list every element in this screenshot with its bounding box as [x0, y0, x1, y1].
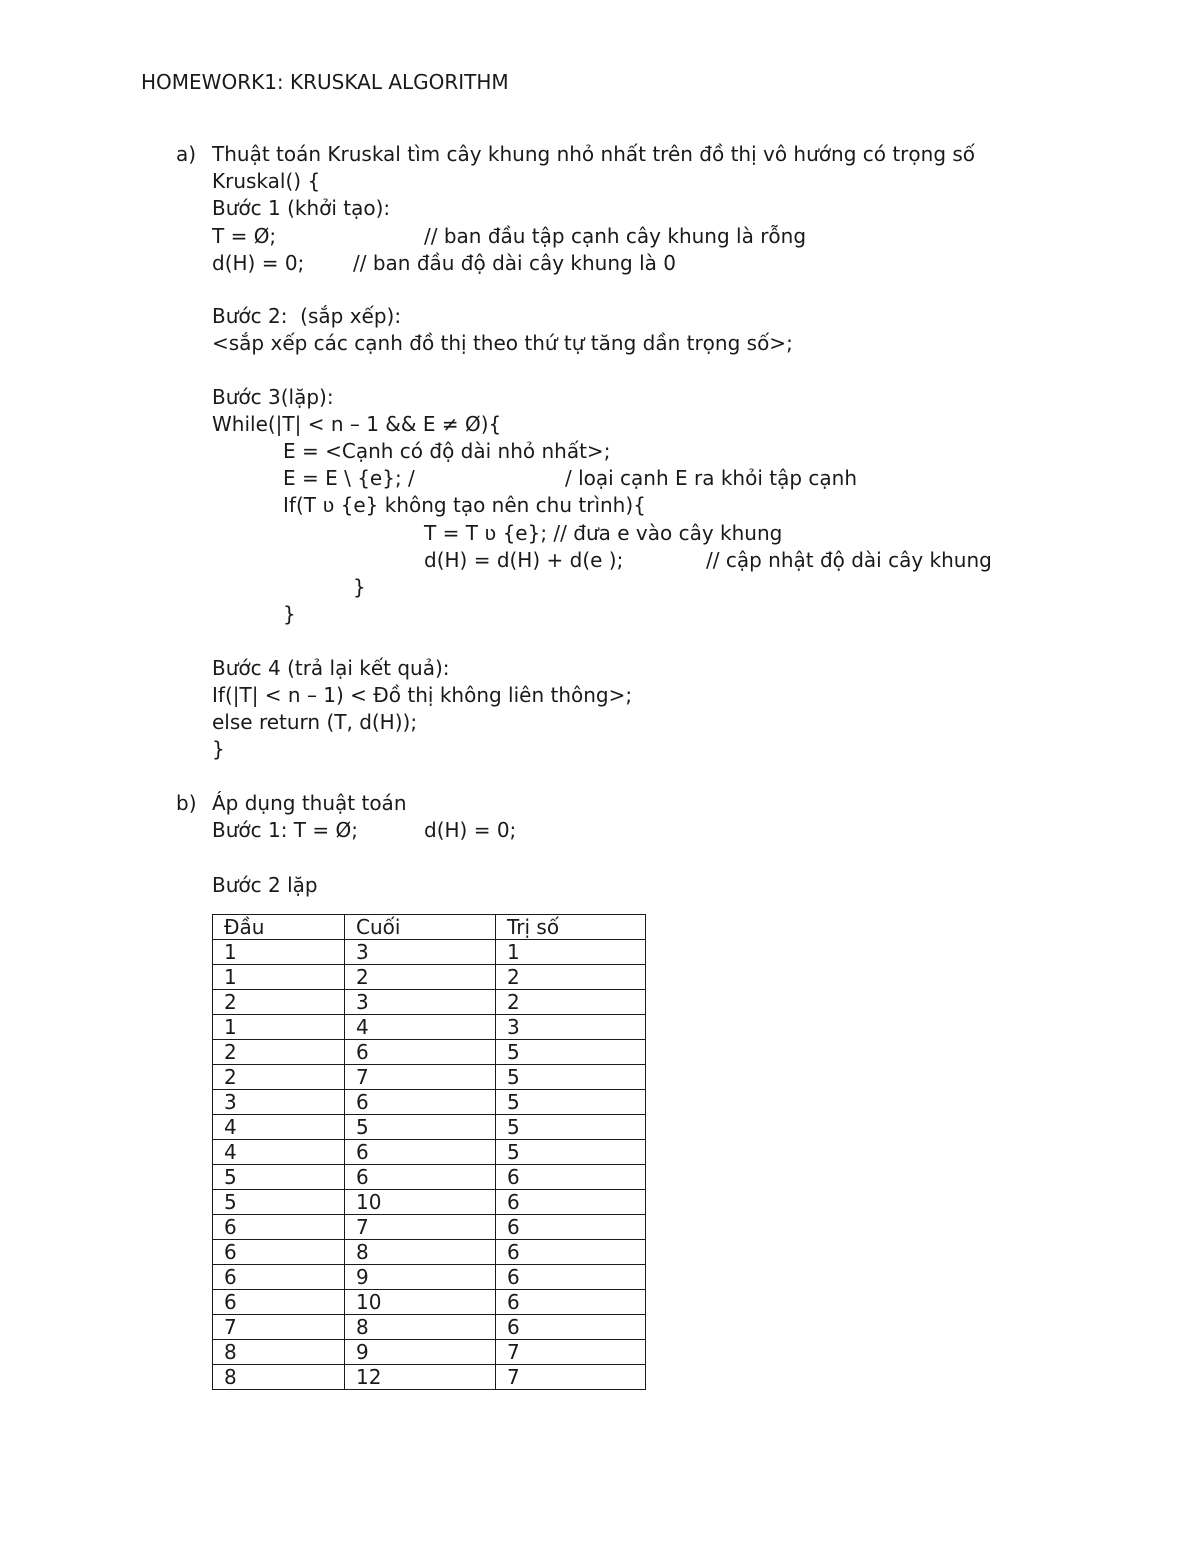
cell-cuoi: 7 [345, 1065, 496, 1090]
table-row [213, 990, 646, 1015]
cell-cuoi: 10 [345, 1290, 496, 1315]
table-row [213, 1290, 646, 1315]
table-row [213, 940, 646, 965]
code-line: E = E \ {e}; / [283, 466, 415, 490]
code-brace: } [353, 575, 366, 599]
code-comment: / loại cạnh E ra khỏi tập cạnh [565, 466, 858, 490]
table-row [213, 1115, 646, 1140]
table-row [213, 1365, 646, 1390]
code-line: While(|T| < n – 1 && E ≠ Ø){ [212, 412, 502, 436]
header-cuoi: Cuối [345, 915, 496, 940]
cell-tri-so: 6 [496, 1190, 646, 1215]
cell-cuoi: 6 [345, 1165, 496, 1190]
table-row [213, 1140, 646, 1165]
cell-tri-so: 2 [496, 965, 646, 990]
header-tri-so: Trị số [496, 915, 646, 940]
cell-tri-so: 6 [496, 1165, 646, 1190]
code-comment: // cập nhật độ dài cây khung [706, 548, 992, 572]
cell-tri-so: 7 [496, 1340, 646, 1365]
step1-dh: d(H) = 0; [424, 818, 517, 842]
code-comment: // ban đầu tập cạnh cây khung là rỗng [424, 224, 807, 248]
header-dau: Đầu [213, 915, 345, 940]
cell-cuoi: 10 [345, 1190, 496, 1215]
part-b-heading: Áp dụng thuật toán [212, 791, 407, 815]
code-line: If(|T| < n – 1) < Đồ thị không liên thông>; [212, 683, 633, 707]
code-line: Bước 4 (trả lại kết quả): [212, 656, 450, 680]
cell-tri-so: 2 [496, 990, 646, 1015]
table-header-row [213, 915, 646, 940]
cell-dau: 8 [213, 1340, 345, 1365]
cell-cuoi: 9 [345, 1265, 496, 1290]
part-b-marker: b) [176, 791, 197, 815]
cell-dau: 6 [213, 1290, 345, 1315]
cell-tri-so: 5 [496, 1040, 646, 1065]
code-line: <sắp xếp các cạnh đồ thị theo thứ tự tăng dần trọng số>; [212, 331, 793, 355]
cell-cuoi: 7 [345, 1215, 496, 1240]
cell-tri-so: 5 [496, 1115, 646, 1140]
cell-cuoi: 4 [345, 1015, 496, 1040]
table-row [213, 1015, 646, 1040]
code-line: E = <Cạnh có độ dài nhỏ nhất>; [283, 439, 611, 463]
cell-cuoi: 12 [345, 1365, 496, 1390]
cell-dau: 7 [213, 1315, 345, 1340]
cell-tri-so: 3 [496, 1015, 646, 1040]
code-brace: } [283, 602, 296, 626]
cell-dau: 2 [213, 1040, 345, 1065]
cell-cuoi: 8 [345, 1240, 496, 1265]
cell-tri-so: 5 [496, 1065, 646, 1090]
table-row [213, 1065, 646, 1090]
cell-dau: 6 [213, 1265, 345, 1290]
cell-dau: 5 [213, 1165, 345, 1190]
code-line: d(H) = 0; [212, 251, 305, 275]
code-line: Kruskal() { [212, 169, 321, 193]
cell-dau: 8 [213, 1365, 345, 1390]
cell-tri-so: 6 [496, 1265, 646, 1290]
part-a-marker: a) [176, 142, 197, 166]
cell-dau: 1 [213, 940, 345, 965]
cell-tri-so: 6 [496, 1240, 646, 1265]
table-row [213, 1240, 646, 1265]
table-row [213, 1215, 646, 1240]
cell-cuoi: 6 [345, 1040, 496, 1065]
code-comment: // ban đầu độ dài cây khung là 0 [353, 251, 676, 275]
table-row [213, 1165, 646, 1190]
code-line: If(T ʋ {e} không tạo nên chu trình){ [283, 493, 646, 517]
table-row [213, 965, 646, 990]
edge-table-body [213, 940, 646, 1390]
code-line: T = T ʋ {e}; // đưa e vào cây khung [424, 521, 783, 545]
code-line: Bước 1 (khởi tạo): [212, 196, 391, 220]
code-line: Bước 3(lặp): [212, 385, 334, 409]
cell-dau: 4 [213, 1115, 345, 1140]
table-row [213, 1090, 646, 1115]
cell-tri-so: 5 [496, 1140, 646, 1165]
code-brace: } [212, 737, 225, 761]
cell-dau: 6 [213, 1215, 345, 1240]
table-row [213, 1190, 646, 1215]
cell-dau: 2 [213, 990, 345, 1015]
cell-tri-so: 5 [496, 1090, 646, 1115]
table-row [213, 1265, 646, 1290]
cell-tri-so: 6 [496, 1215, 646, 1240]
table-row [213, 1340, 646, 1365]
cell-cuoi: 5 [345, 1115, 496, 1140]
cell-dau: 4 [213, 1140, 345, 1165]
cell-cuoi: 6 [345, 1090, 496, 1115]
code-line: d(H) = d(H) + d(e ); [424, 548, 624, 572]
table-row [213, 1315, 646, 1340]
step1-text: Bước 1: T = Ø; [212, 818, 358, 842]
code-line: else return (T, d(H)); [212, 710, 418, 734]
cell-cuoi: 8 [345, 1315, 496, 1340]
document-title: HOMEWORK1: KRUSKAL ALGORITHM [141, 70, 509, 94]
cell-dau: 2 [213, 1065, 345, 1090]
edge-table [212, 914, 646, 1390]
cell-cuoi: 9 [345, 1340, 496, 1365]
cell-tri-so: 6 [496, 1315, 646, 1340]
cell-cuoi: 2 [345, 965, 496, 990]
cell-cuoi: 6 [345, 1140, 496, 1165]
cell-dau: 6 [213, 1240, 345, 1265]
table-row [213, 1040, 646, 1065]
cell-tri-so: 1 [496, 940, 646, 965]
cell-cuoi: 3 [345, 940, 496, 965]
cell-tri-so: 7 [496, 1365, 646, 1390]
cell-dau: 1 [213, 1015, 345, 1040]
cell-dau: 3 [213, 1090, 345, 1115]
code-line: Bước 2: (sắp xếp): [212, 304, 402, 328]
cell-cuoi: 3 [345, 990, 496, 1015]
cell-dau: 5 [213, 1190, 345, 1215]
step2-text: Bước 2 lặp [212, 873, 318, 897]
part-a-heading: Thuật toán Kruskal tìm cây khung nhỏ nhất trên đồ thị vô hướng có trọng số [212, 142, 976, 166]
code-line: T = Ø; [212, 224, 277, 248]
cell-tri-so: 6 [496, 1290, 646, 1315]
cell-dau: 1 [213, 965, 345, 990]
